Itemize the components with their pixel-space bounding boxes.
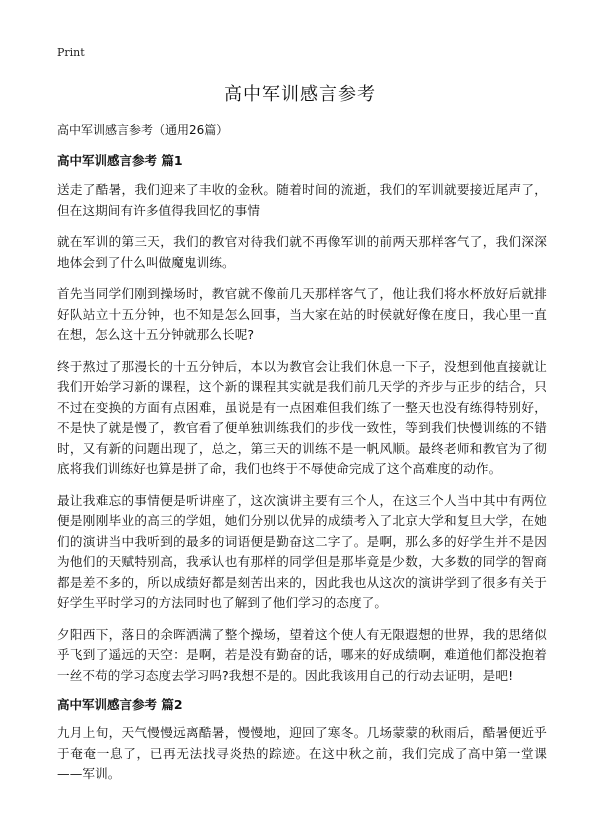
paragraph: 最让我难忘的事情便是听讲座了，这次演讲主要有三个人，在这三个人当中其中有两位便是刚刚毕业的高三的学姐，她们分别以优异的成绩考入了北京大学和复旦大学，在她们的演讲当中我听到的最多的词语便是勤奋这二字了。是啊，那么多的好学生并不是因为他们的天赋特别高，我承认也有那样的同学但是那毕竟是少数，大多数的同学的智商都是差不多的，所以成绩好都是刻苦出来的，因此我也从这次的演讲学到了很多有关于好学生平时学习的方法同时也了解到了他们学习的态度了。 — [57, 492, 547, 610]
paragraph: 送走了酷暑，我们迎来了丰收的金秋。随着时间的流逝，我们的军训就要接近尾声了，但在这期间有许多值得我回忆的事情 — [57, 182, 547, 218]
paragraph: 终于熬过了那漫长的十五分钟后，本以为教官会让我们休息一下子，没想到他直接就让我们开始学习新的课程，这个新的课程其实就是我们前几天学的齐步与正步的结合，只不过在变换的方面有点困难，虽说是有一点困难但我们练了一整天也没有练得特别好，不是快了就是慢了，教官看了便单独训练我们的步伐一致性，等到我们快慢训练的不错时，又有新的问题出现了，总之，第三天的训练不是一帆风顺。最终老师和教官为了彻底将我们训练好也算是拼了命，我们也终于不辱使命完成了这个高难度的动作。 — [57, 358, 547, 476]
print-link[interactable]: Print — [57, 46, 85, 59]
section-heading-1: 高中军训感言参考 篇1 — [57, 153, 183, 168]
page-title: 高中军训感言参考 — [224, 84, 376, 105]
paragraph: 就在军训的第三天，我们的教官对待我们就不再像军训的前两天那样客气了，我们深深地体会到了什么叫做魔鬼训练。 — [57, 234, 547, 270]
article-subtitle: 高中军训感言参考（通用26篇） — [57, 123, 229, 137]
paragraph: 首先当同学们刚到操场时，教官就不像前几天那样客气了，他让我们将水杯放好后就排好队站立十五分钟，也不知是怎么回事，当大家在站的时侯就好像在度日，我心里一直在想，怎么这十五分钟就那么长呢? — [57, 286, 547, 342]
paragraph: 九月上旬，天气慢慢远离酷暑，慢慢地，迎回了寒冬。几场蒙蒙的秋雨后，酷暑便近乎于奄奄一息了，已再无法找寻炎热的踪迹。在这中秋之前，我们完成了高中第一堂课——军训。 — [57, 725, 547, 781]
section-heading-2: 高中军训感言参考 篇2 — [57, 697, 183, 712]
paragraph: 夕阳西下，落日的余晖洒满了整个操场，望着这个使人有无限遐想的世界，我的思绪似乎飞到了遥远的天空：是啊，若是没有勤奋的话，哪来的好成绩啊，难道他们都没抱着一丝不苟的学习态度去学习吗?我想不是的。因此我该用自己的行动去证明，是吧! — [57, 626, 547, 683]
article-body — [57, 122, 547, 796]
